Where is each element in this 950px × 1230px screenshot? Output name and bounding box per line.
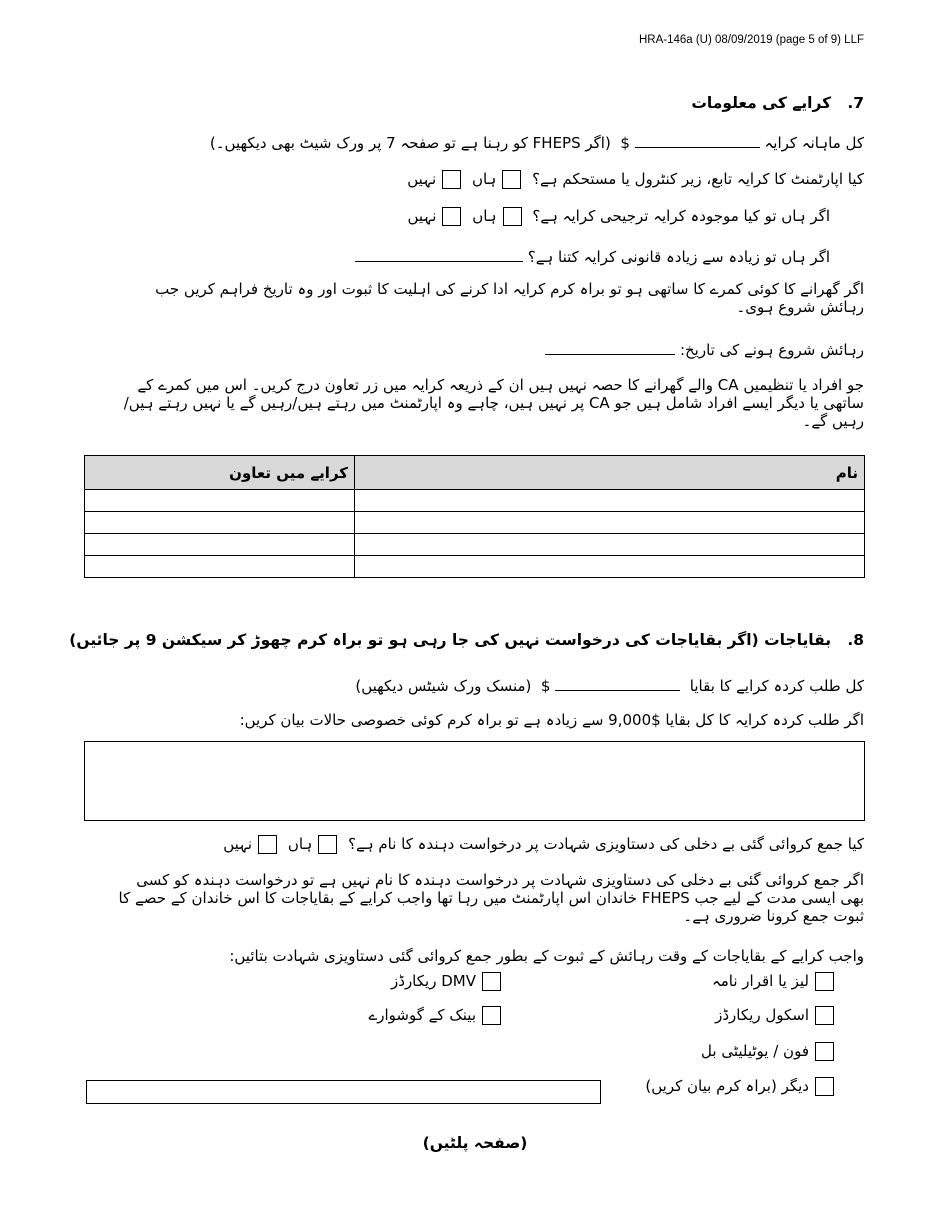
table-row (85, 534, 865, 556)
arrears-label: کل طلب کردہ کرایے کا بقایا (689, 677, 864, 695)
section-7-number: 7. (847, 94, 864, 112)
proof-lease-option (712, 972, 840, 991)
form-id: HRA-146a (U) 08/09/2019 (page 5 of 9) LLF (638, 34, 864, 46)
table-row (85, 556, 865, 578)
section-8-title: بقایاجات (اگر بقایاجات کی درخواست نہیں کی جا رہی ہو تو براہ کرم چھوڑ کر سیکشن 9 پر جائیں) (69, 631, 832, 649)
name-on-doc-row (223, 835, 864, 854)
preferential-no-checkbox[interactable] (442, 207, 461, 226)
contribution-cell[interactable] (85, 490, 355, 512)
other-specify-input[interactable] (86, 1080, 601, 1104)
special-circumstances-textarea[interactable] (84, 741, 865, 821)
proof-other-option (645, 1077, 840, 1096)
regulated-no-checkbox[interactable] (442, 170, 461, 189)
preferential-question: اگر ہاں تو کیا موجودہ کرایہ ترجیحی کرایہ ہے؟ (532, 207, 830, 225)
phone-utility-label: فون / یوٹیلیٹی بل (701, 1042, 809, 1060)
arrears-note: (منسک ورک شیٹس دیکھیں) (355, 677, 532, 695)
name-cell[interactable] (355, 534, 865, 556)
yes-label: ہاں (287, 835, 313, 853)
legal-rent-row (355, 248, 830, 266)
yes-label: ہاں (472, 207, 497, 225)
phone-utility-checkbox[interactable] (815, 1042, 834, 1061)
legal-rent-question: اگر ہاں تو زیادہ سے زیادہ قانونی کرایہ کتنا ہے؟ (527, 248, 830, 266)
contribution-cell[interactable] (85, 534, 355, 556)
bank-label: بینک کے گوشوارے (368, 1006, 476, 1024)
contribution-cell[interactable] (85, 512, 355, 534)
lease-label: لیز یا اقرار نامہ (711, 972, 809, 990)
proof-school-option (715, 1006, 840, 1025)
monthly-rent-note: (اگر FHEPS کو رہنا ہے تو صفحہ 7 پر ورک شیٹ بھی دیکھیں۔) (209, 134, 611, 152)
residence-date-label: رہائش شروع ہونے کی تاریخ: (679, 341, 864, 359)
residence-date-row (545, 341, 864, 359)
arrears-row (355, 677, 864, 695)
section-8-heading (69, 631, 864, 649)
section-7-heading (691, 94, 864, 112)
legal-rent-field[interactable] (355, 261, 523, 262)
preferential-row (408, 207, 830, 226)
name-on-doc-yes-checkbox[interactable] (318, 835, 337, 854)
currency-sign: $ (620, 134, 630, 152)
col-contribution-header: کرایے میں تعاون (85, 456, 355, 490)
school-label: اسکول ریکارڈز (715, 1006, 809, 1024)
table-row (85, 490, 865, 512)
proof-dmv-option (391, 972, 507, 991)
currency-sign: $ (540, 677, 551, 695)
no-label: نہیں (407, 170, 437, 188)
dmv-label: DMV ریکارڈز (391, 972, 476, 990)
name-on-doc-question: کیا جمع کروائی گئی بے دخلی کی دستاویزی شہادت پر درخواست دہندہ کا نام ہے؟ (348, 835, 864, 853)
proof-bank-option (368, 1006, 507, 1025)
no-label: نہیں (223, 835, 253, 853)
regulated-row (407, 170, 864, 189)
roommate-note: اگر گھرانے کا کوئی کمرے کا ساتھی ہو تو براہ کرم کرایہ ادا کرنے کی اہلیت کا ثبوت اور وہ تاریخ فراہم کریں جب رہائش شروع ہوی۔ (155, 280, 864, 316)
preferential-yes-checkbox[interactable] (503, 207, 522, 226)
residence-date-field[interactable] (545, 354, 675, 355)
table-row (85, 512, 865, 534)
other-checkbox[interactable] (815, 1077, 834, 1096)
name-cell[interactable] (355, 556, 865, 578)
name-missing-note: اگر جمع کروائی گئی بے دخلی کی دستاویزی شہادت پر درخواست دہندہ کا نام نہیں ہے تو درخواست دہندہ کو کسی بھی ایسی مدت کے لیے جب FHEPS خاندان اس اپارٹمنٹ میں رہا تھا واجب کرایے کے بقایاجات کا اس خاندان کے حصے کا ثبوت جمع کرونا ضروری ہے۔ (118, 871, 864, 925)
other-label: دیگر (براہ کرم بیان کریں) (645, 1077, 809, 1095)
lease-checkbox[interactable] (815, 972, 834, 991)
dmv-checkbox[interactable] (482, 972, 501, 991)
over-limit-label: اگر طلب کردہ کرایہ کا کل بقایا $9,000 سے زیادہ ہے تو براہ کرم کوئی خصوصی حالات بیان کریں: (239, 711, 864, 729)
regulated-question: کیا اپارٹمنٹ کا کرایہ تابع، زیر کنٹرول یا مستحکم ہے؟ (532, 170, 864, 188)
col-name-header: نام (355, 456, 865, 490)
section-7-title: کرایے کی معلومات (691, 94, 832, 112)
arrears-field[interactable] (555, 690, 680, 691)
no-label: نہیں (407, 207, 437, 225)
contributions-note: جو افراد یا تنظیمیں CA والے گھرانے کا حصہ نہیں ہیں ان کے ذریعہ کرایہ میں زر تعاون درج کریں۔ اس میں کمرے کے ساتھی یا دیگر ایسے افراد شامل ہیں جو CA پر نہیں ہیں، چاہے وہ اپارٹمنٹ میں رہتے ہیں/رہیں گے یا نہیں رہتے ہیں/رہیں گے۔ (123, 376, 864, 430)
monthly-rent-field[interactable] (635, 147, 760, 148)
yes-label: ہاں (471, 170, 497, 188)
section-8-number: 8. (847, 631, 864, 649)
proof-phone-option (701, 1042, 840, 1061)
bank-checkbox[interactable] (482, 1006, 501, 1025)
monthly-rent-row (210, 134, 864, 152)
proof-label: واجب کرایے کے بقایاجات کے وقت رہائش کے ثبوت کے بطور جمع کروائی گئی دستاویزی شہادت بتائیں: (229, 947, 864, 965)
name-cell[interactable] (355, 512, 865, 534)
contribution-cell[interactable] (85, 556, 355, 578)
turn-page-note: (صفحہ پلٹیں) (422, 1134, 528, 1152)
contributions-table (84, 455, 865, 578)
monthly-rent-label: کل ماہانہ کرایہ (764, 134, 864, 152)
name-on-doc-no-checkbox[interactable] (258, 835, 277, 854)
school-checkbox[interactable] (815, 1006, 834, 1025)
name-cell[interactable] (355, 490, 865, 512)
regulated-yes-checkbox[interactable] (502, 170, 521, 189)
